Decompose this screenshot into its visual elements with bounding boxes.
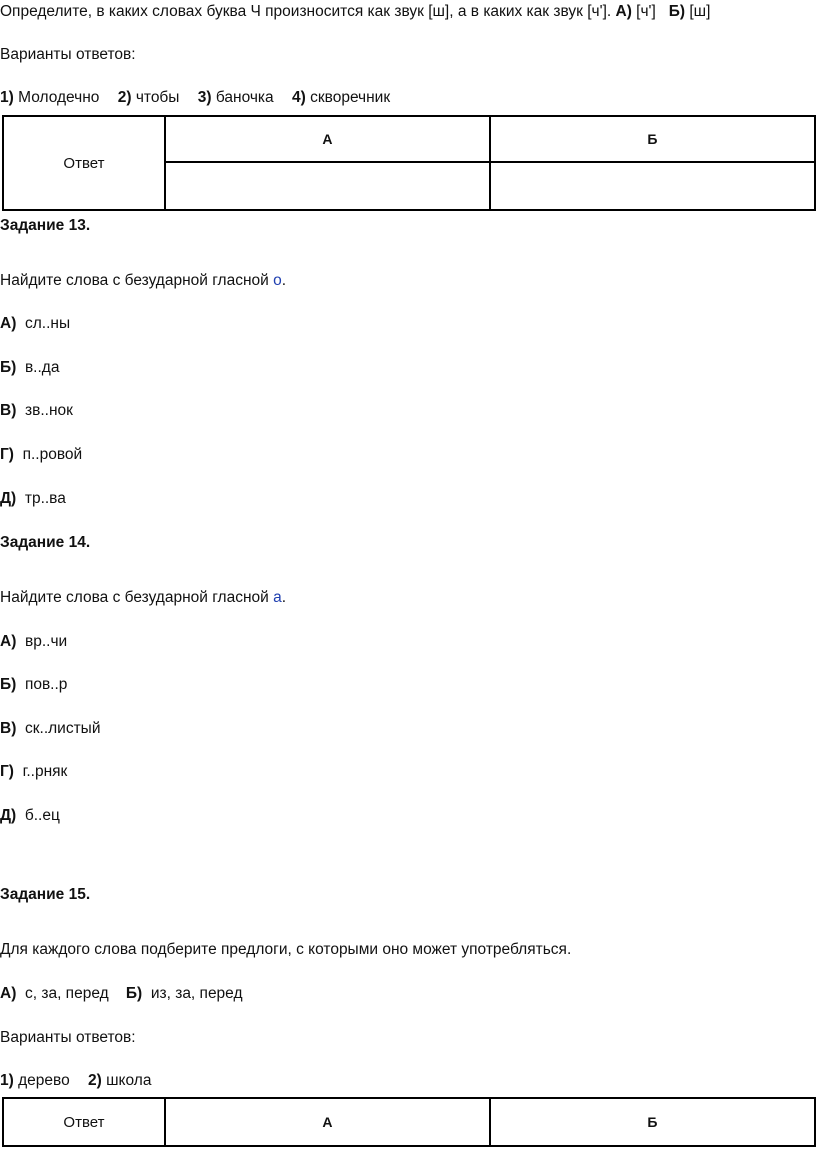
q13-title: Задание 13. [0,217,91,234]
answer-label: Ответ [3,116,165,210]
q15-variants-label: Варианты ответов: [0,1029,136,1046]
q12-variants-label: Варианты ответов: [0,46,136,63]
answer-label: Ответ [3,1098,165,1146]
q14-item: Д) б..ец [0,807,60,824]
q13-item: Д) тр..ва [0,490,66,507]
q15-answer-table [2,1097,816,1147]
q13-item: Г) п..ровой [0,446,83,463]
q13-item: Б) в..да [0,359,60,376]
q14-item: Б) пов..р [0,676,68,693]
q14-item: В) ск..листый [0,720,101,737]
q15-title: Задание 15. [0,886,91,903]
q14-prompt: Найдите слова с безударной гласной а. [0,589,287,606]
answer-cell-a[interactable] [165,162,490,210]
column-a-header: А [165,116,490,162]
q14-item: Г) г..рняк [0,763,68,780]
column-a-header: А [165,1098,490,1146]
q14-item: А) вр..чи [0,633,68,650]
column-b-header: Б [490,1098,815,1146]
q15-prepositions: А) с, за, перед Б) из, за, перед [0,985,243,1002]
q12-options: 1) Молодечно 2) чтобы 3) баночка 4) скворечник [0,89,391,106]
answer-cell-b[interactable] [490,162,815,210]
column-b-header: Б [490,116,815,162]
q12-question: Определите, в каких словах буква Ч произносится как звук [ш], а в каких как звук [ч']. А) [ч'] Б) [ш] [0,3,711,20]
q15-options: 1) дерево 2) школа [0,1072,152,1089]
q14-title: Задание 14. [0,534,91,551]
q13-item: В) зв..нок [0,402,73,419]
q13-prompt: Найдите слова с безударной гласной о. [0,272,287,289]
q12-answer-table [2,115,816,211]
q15-question: Для каждого слова подберите предлоги, с которыми оно может употребляться. [0,941,572,958]
q13-item: А) сл..ны [0,315,71,332]
